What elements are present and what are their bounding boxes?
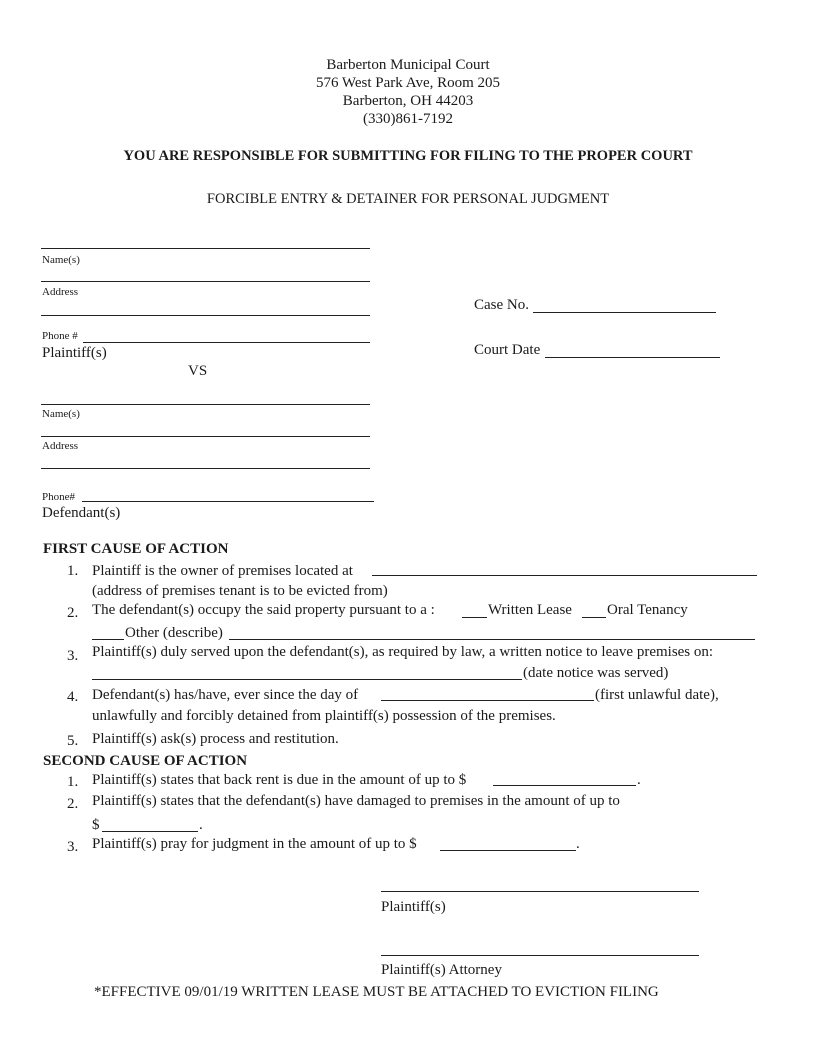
first-unlawful-date-line[interactable]: [381, 700, 594, 701]
defendant-name-line[interactable]: [41, 404, 370, 405]
other-blank[interactable]: [92, 639, 124, 640]
filing-notice: YOU ARE RESPONSIBLE FOR SUBMITTING FOR FILING TO THE PROPER COURT: [123, 148, 693, 164]
second-cause-item-2-num: 2.: [67, 796, 79, 812]
other-describe-line[interactable]: [229, 639, 755, 640]
plaintiff-name-label: Name(s): [42, 254, 80, 266]
plaintiff-signature-label: Plaintiff(s): [381, 899, 446, 915]
first-cause-item-1-num: 1.: [67, 563, 79, 579]
defendant-address-line[interactable]: [41, 436, 370, 437]
first-cause-item-3-text: Plaintiff(s) duly served upon the defendant(s), as required by law, a written notice to leave premises on:: [92, 644, 714, 660]
plaintiff-address-label: Address: [42, 286, 79, 298]
attorney-signature-label: Plaintiff(s) Attorney: [381, 962, 502, 978]
second-cause-item-1-text: Plaintiff(s) states that back rent is due in the amount of up to $: [92, 772, 467, 788]
written-lease-blank[interactable]: [462, 617, 487, 618]
damage-amount-line[interactable]: [102, 831, 198, 832]
court-name: Barberton Municipal Court: [326, 57, 490, 73]
defendant-phone-label: Phone#: [42, 491, 75, 503]
second-cause-item-2-dollar: $: [92, 817, 100, 833]
court-phone: (330)861-7192: [363, 111, 453, 127]
first-cause-item-1-note: (address of premises tenant is to be evicted from): [92, 583, 388, 599]
first-cause-item-5-text: Plaintiff(s) ask(s) process and restitution.: [92, 731, 339, 747]
first-cause-item-2-num: 2.: [67, 605, 79, 621]
second-cause-item-3-num: 3.: [67, 839, 79, 855]
first-cause-item-4-num: 4.: [67, 689, 79, 705]
defendant-address-line-2[interactable]: [41, 468, 370, 469]
second-cause-item-3-text: Plaintiff(s) pray for judgment in the amount of up to $: [92, 836, 417, 852]
plaintiff-address-line[interactable]: [41, 281, 370, 282]
plaintiff-phone-line[interactable]: [83, 342, 370, 343]
plaintiff-signature-line[interactable]: [381, 891, 699, 892]
notice-date-line[interactable]: [92, 679, 522, 680]
form-title: FORCIBLE ENTRY & DETAINER FOR PERSONAL JUDGMENT: [206, 191, 610, 207]
court-date-label: Court Date: [474, 342, 541, 358]
court-date-line[interactable]: [545, 357, 720, 358]
first-cause-item-3-num: 3.: [67, 648, 79, 664]
defendant-name-label: Name(s): [42, 408, 80, 420]
second-cause-item-1-num: 1.: [67, 774, 79, 790]
case-no-label: Case No.: [474, 297, 529, 313]
plaintiff-party-label: Plaintiff(s): [42, 345, 107, 361]
back-rent-amount-line[interactable]: [493, 785, 636, 786]
attorney-signature-line[interactable]: [381, 955, 699, 956]
first-cause-item-4-text: Defendant(s) has/have, ever since the day of: [92, 687, 359, 703]
second-cause-item-2-text: Plaintiff(s) states that the defendant(s) have damaged to premises in the amount of up to: [92, 793, 620, 809]
plaintiff-name-line[interactable]: [41, 248, 370, 249]
defendant-party-label: Defendant(s): [42, 505, 121, 521]
court-address-line2: Barberton, OH 44203: [342, 93, 474, 109]
judgment-amount-line[interactable]: [440, 850, 576, 851]
case-no-line[interactable]: [533, 312, 716, 313]
first-cause-item-5-num: 5.: [67, 733, 79, 749]
first-cause-item-2-text: The defendant(s) occupy the said property pursuant to a :: [92, 602, 435, 618]
written-lease-option: Written Lease: [488, 602, 572, 618]
second-cause-heading: SECOND CAUSE OF ACTION: [43, 753, 248, 769]
other-option: Other (describe): [125, 625, 223, 641]
first-cause-item-3-note: (date notice was served): [523, 665, 669, 681]
defendant-phone-line[interactable]: [82, 501, 374, 502]
court-address-line1: 576 West Park Ave, Room 205: [315, 75, 501, 91]
oral-tenancy-blank[interactable]: [582, 617, 606, 618]
premises-address-line[interactable]: [372, 575, 757, 576]
defendant-address-label: Address: [42, 440, 79, 452]
plaintiff-phone-label: Phone #: [42, 330, 78, 342]
vs-label: VS: [188, 363, 208, 379]
footer-notice: *EFFECTIVE 09/01/19 WRITTEN LEASE MUST BE ATTACHED TO EVICTION FILING: [94, 984, 659, 1000]
oral-tenancy-option: Oral Tenancy: [607, 602, 688, 618]
first-cause-item-1-text: Plaintiff is the owner of premises located at: [92, 563, 353, 579]
first-cause-heading: FIRST CAUSE OF ACTION: [43, 541, 229, 557]
plaintiff-address-line-2[interactable]: [41, 315, 370, 316]
first-cause-item-4-note: (first unlawful date),: [595, 687, 719, 703]
first-cause-item-4-text2: unlawfully and forcibly detained from plaintiff(s) possession of the premises.: [92, 708, 556, 724]
